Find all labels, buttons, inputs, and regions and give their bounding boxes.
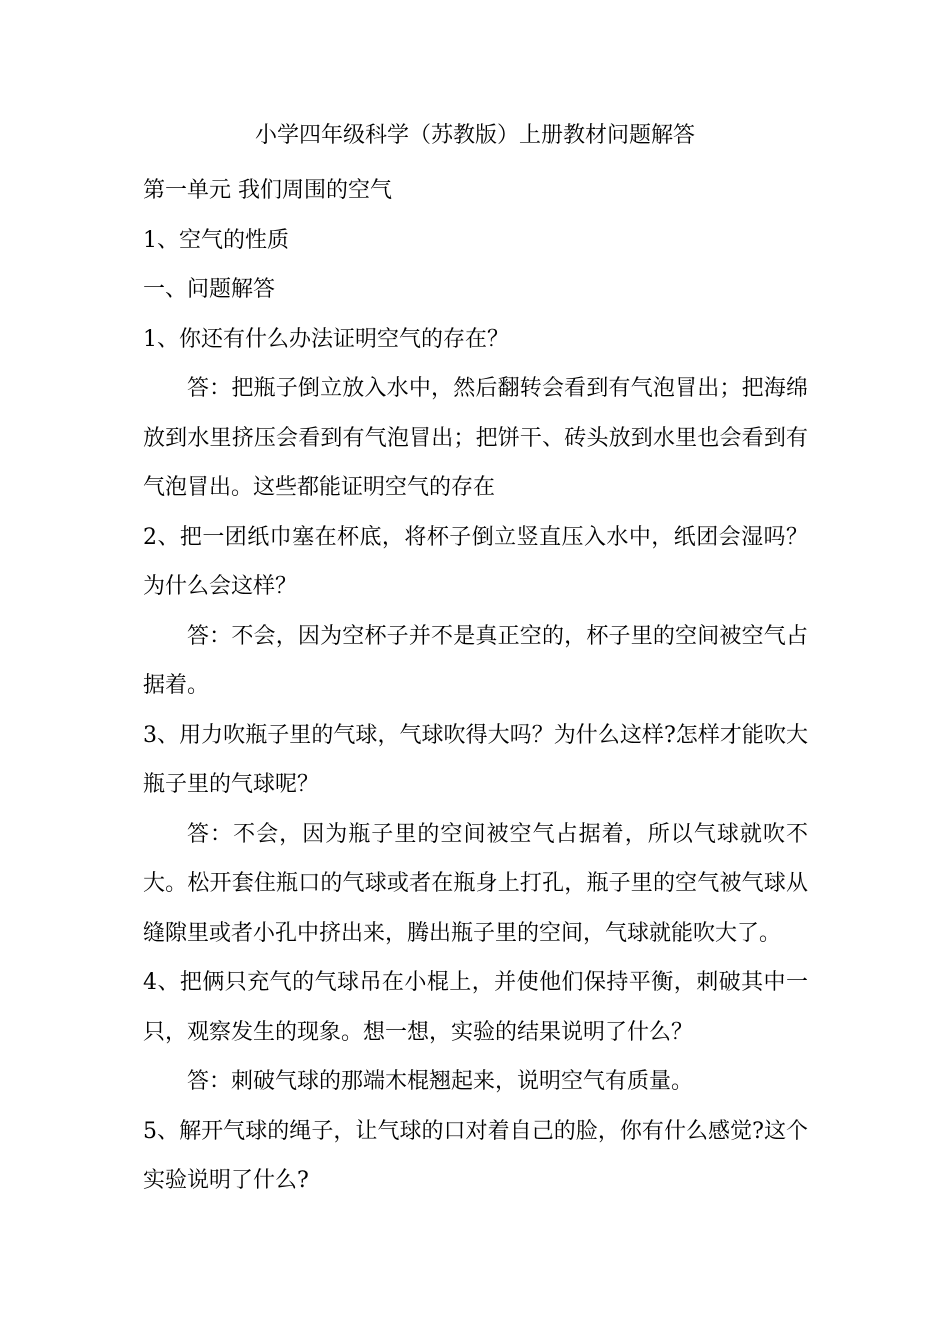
question-5: 5、解开气球的绳子，让气球的口对着自己的脸，你有什么感觉?这个实验说明了什么?	[143, 1118, 808, 1193]
question-2: 2、把一团纸巾塞在杯底，将杯子倒立竖直压入水中，纸团会湿吗？为什么会这样？	[143, 524, 808, 599]
answer-2: 答：不会，因为空杯子并不是真正空的，杯子里的空间被空气占据着。	[143, 623, 808, 698]
unit-heading: 第一单元 我们周围的空气	[143, 178, 392, 203]
answer-4: 答：刺破气球的那端木棍翘起来，说明空气有质量。	[187, 1069, 694, 1094]
document-body	[143, 166, 808, 1206]
answer-1: 答：把瓶子倒立放入水中，然后翻转会看到有气泡冒出；把海绵放到水里挤压会看到有气泡冒出；把饼干、砖头放到水里也会看到有气泡冒出。这些都能证明空气的存在	[143, 376, 808, 500]
question-3: 3、用力吹瓶子里的气球，气球吹得大吗？为什么这样?怎样才能吹大瓶子里的气球呢？	[143, 722, 808, 797]
lesson-heading: 1、空气的性质	[143, 227, 289, 253]
question-1: 1、你还有什么办法证明空气的存在？	[143, 326, 509, 352]
section-heading: 一、问题解答	[143, 277, 276, 302]
answer-3: 答：不会，因为瓶子里的空间被空气占据着，所以气球就吹不大。松开套住瓶口的气球或者在瓶身上打孔，瓶子里的空气被气球从缝隙里或者小孔中挤出来，腾出瓶子里的空间，气球就能吹大了。	[143, 821, 808, 946]
document-title: 小学四年级科学（苏教版）上册教材问题解答	[254, 123, 695, 148]
question-4: 4、把俩只充气的气球吊在小棍上，并使他们保持平衡，刺破其中一只，观察发生的现象。想一想，实验的结果说明了什么？	[143, 970, 808, 1045]
